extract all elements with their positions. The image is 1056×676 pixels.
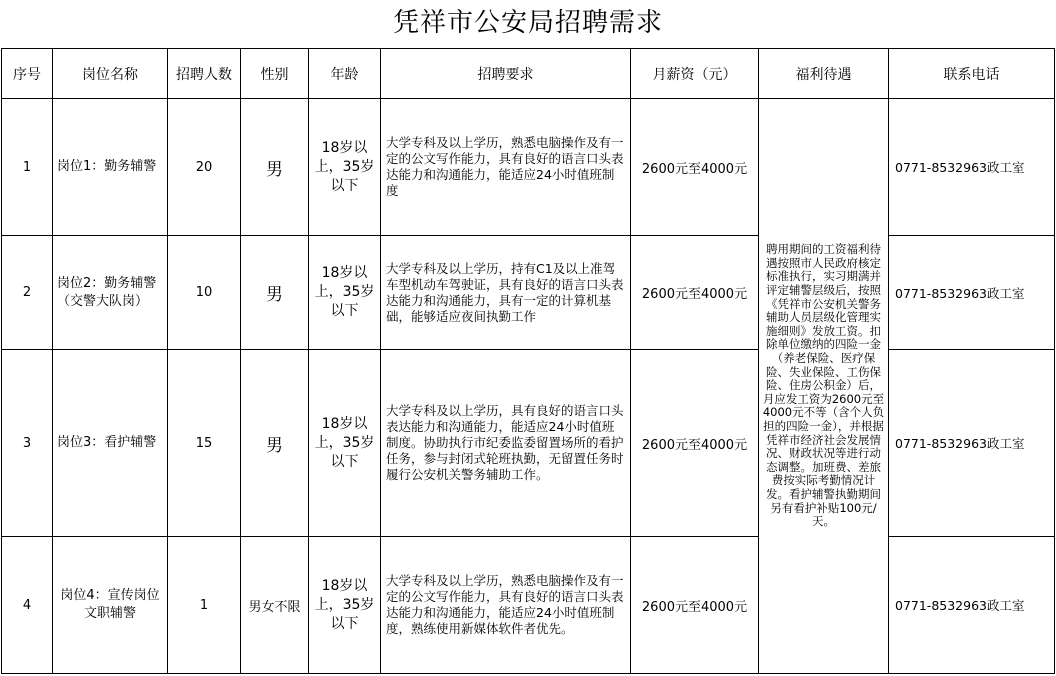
header-position: 岗位名称 [53, 49, 168, 99]
row-phone: 0771-8532963政工室 [889, 236, 1055, 350]
row-no: 1 [2, 99, 53, 236]
header-welfare: 福利待遇 [759, 49, 889, 99]
header-count: 招聘人数 [168, 49, 241, 99]
row-count: 15 [168, 350, 241, 537]
header-phone: 联系电话 [889, 49, 1055, 99]
row-count: 1 [168, 537, 241, 674]
row-salary: 2600元至4000元 [631, 236, 759, 350]
row-requirement: 大学专科及以上学历，熟悉电脑操作及有一定的公文写作能力，具有良好的语言口头表达能力和沟通能力，能适应24小时值班制度 [381, 99, 631, 236]
row-phone: 0771-8532963政工室 [889, 350, 1055, 537]
row-salary: 2600元至4000元 [631, 537, 759, 674]
header-row [2, 49, 1055, 99]
row-count: 10 [168, 236, 241, 350]
header-age: 年龄 [309, 49, 381, 99]
row-no: 2 [2, 236, 53, 350]
header-gender: 性别 [241, 49, 309, 99]
row-phone: 0771-8532963政工室 [889, 537, 1055, 674]
table-row [2, 537, 1055, 674]
row-requirement: 大学专科及以上学历，熟悉电脑操作及有一定的公文写作能力，具有良好的语言口头表达能力和沟通能力，能适应24小时值班制度，熟练使用新媒体软件者优先。 [381, 537, 631, 674]
row-age: 18岁以上，35岁以下 [309, 537, 381, 674]
row-no: 4 [2, 537, 53, 674]
row-position: 岗位3：看护辅警 [53, 350, 168, 537]
row-salary: 2600元至4000元 [631, 99, 759, 236]
row-position: 岗位2：勤务辅警（交警大队岗） [53, 236, 168, 350]
row-requirement: 大学专科及以上学历，具有良好的语言口头表达能力和沟通能力，能适应24小时值班制度。协助执行市纪委监委留置场所的看护任务，参与封闭式轮班执勤，无留置任务时履行公安机关警务辅助工作。 [381, 350, 631, 537]
row-age: 18岁以上，35岁以下 [309, 236, 381, 350]
header-salary: 月薪资（元） [631, 49, 759, 99]
table-row [2, 236, 1055, 350]
header-no: 序号 [2, 49, 53, 99]
header-requirement: 招聘要求 [381, 49, 631, 99]
row-no: 3 [2, 350, 53, 537]
table-row [2, 350, 1055, 537]
row-age: 18岁以上，35岁以下 [309, 99, 381, 236]
row-age: 18岁以上，35岁以下 [309, 350, 381, 537]
row-gender: 男 [241, 236, 309, 350]
row-gender: 男 [241, 350, 309, 537]
welfare-cell: 聘用期间的工资福利待遇按照市人民政府核定标准执行，实习期满并评定辅警层级后，按照《凭祥市公安机关警务辅助人员层级化管理实施细则》发放工资。扣除单位缴纳的四险一金（养老保险、医疗保险、失业保险、工伤保险、住房公积金）后，月应发工资为2600元至4000元不等（含个人负担的四险一金），并根据凭祥市经济社会发展情况、财政状况等进行动态调整。加班费、差旅费按实际考勤情况计发。看护辅警执勤期间另有看护补贴100元/天。 [759, 99, 889, 674]
row-gender: 男女不限 [241, 537, 309, 674]
row-position: 岗位4：宣传岗位文职辅警 [53, 537, 168, 674]
row-phone: 0771-8532963政工室 [889, 99, 1055, 236]
row-count: 20 [168, 99, 241, 236]
row-gender: 男 [241, 99, 309, 236]
table-row [2, 99, 1055, 236]
row-position: 岗位1：勤务辅警 [53, 99, 168, 236]
row-salary: 2600元至4000元 [631, 350, 759, 537]
recruitment-table [1, 48, 1055, 674]
page-title: 凭祥市公安局招聘需求 [392, 8, 663, 38]
row-requirement: 大学专科及以上学历，持有C1及以上准驾车型机动车驾驶证，具有良好的语言口头表达能力和沟通能力，具有一定的计算机基础，能够适应夜间执勤工作 [381, 236, 631, 350]
